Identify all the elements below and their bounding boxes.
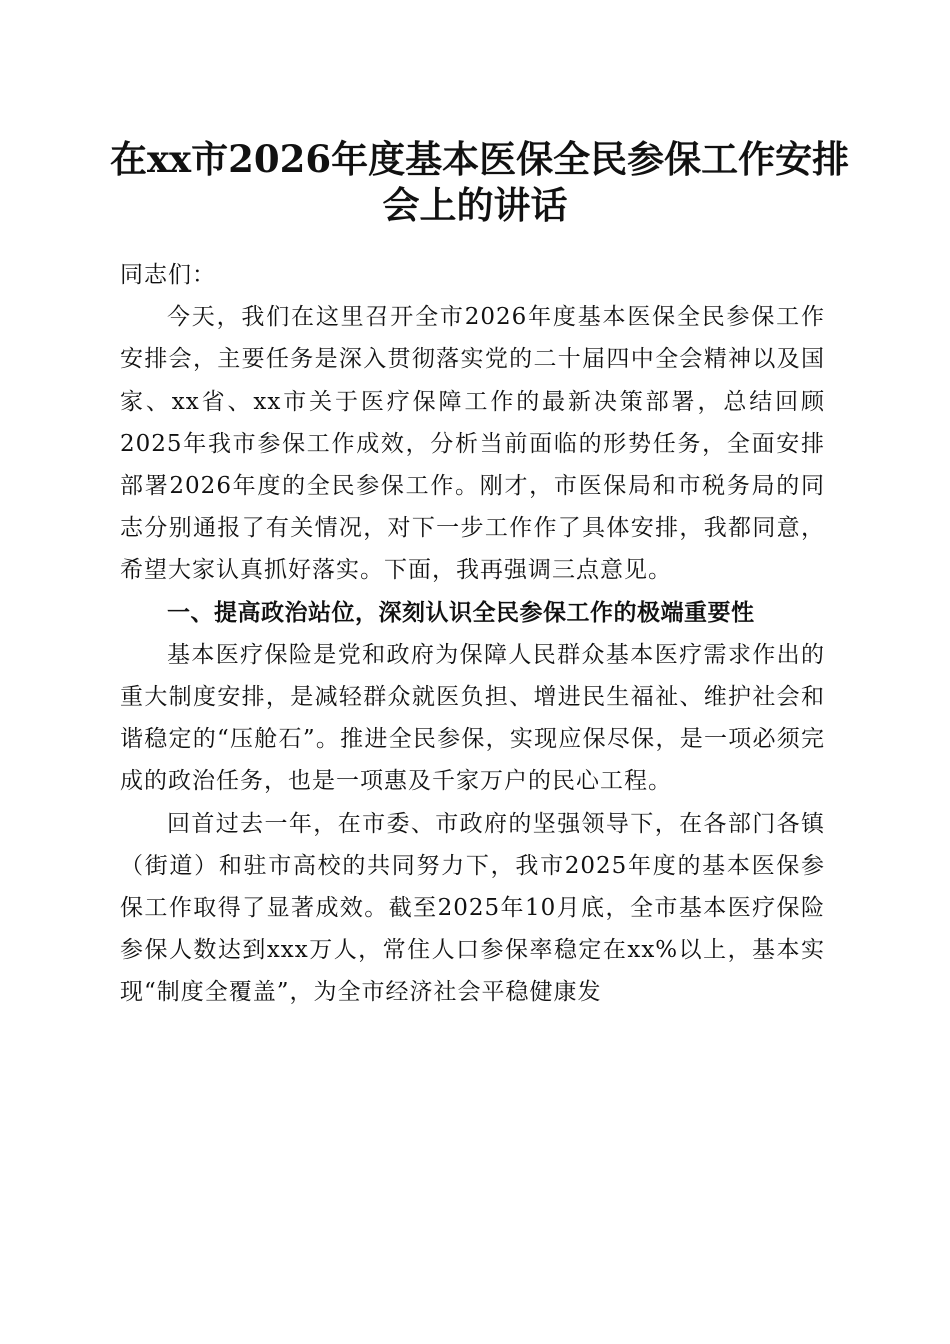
- document-title-line-2: 会上的讲话: [382, 183, 568, 227]
- document-title-line-1: 在xx市2026年度基本医保全民参保工作安排: [110, 137, 850, 181]
- salutation: 同志们：: [120, 262, 216, 288]
- document-body: [120, 254, 825, 1014]
- section-1-paragraph-1: 基本医疗保险是党和政府为保障人民群众基本医疗需求作出的重大制度安排，是减轻群众就医负担、增进民生福祉、维护社会和谐稳定的“压舱石”。推进全民参保，实现应保尽保，是一项必须完成的政治任务，也是一项惠及千家万户的民心工程。: [120, 641, 825, 795]
- section-1-heading: 一、提高政治站位，深刻认识全民参保工作的极端重要性: [167, 599, 755, 626]
- intro-paragraph: 今天，我们在这里召开全市2026年度基本医保全民参保工作安排会，主要任务是深入贯彻落实党的二十届四中全会精神以及国家、xx省、xx市关于医疗保障工作的最新决策部署，总结回顾2025年我市参保工作成效，分析当前面临的形势任务，全面安排部署2026年度的全民参保工作。刚才，市医保局和市税务局的同志分别通报了有关情况，对下一步工作作了具体安排，我都同意，希望大家认真抓好落实。下面，我再强调三点意见。: [120, 304, 825, 584]
- section-1-paragraph-2: 回首过去一年，在市委、市政府的坚强领导下，在各部门各镇（街道）和驻市高校的共同努力下，我市2025年度的基本医保参保工作取得了显著成效。截至2025年10月底，全市基本医疗保险参保人数达到xxx万人，常住人口参保率稳定在xx%以上，基本实现“制度全覆盖”，为全市经济社会平稳健康发: [120, 810, 825, 1006]
